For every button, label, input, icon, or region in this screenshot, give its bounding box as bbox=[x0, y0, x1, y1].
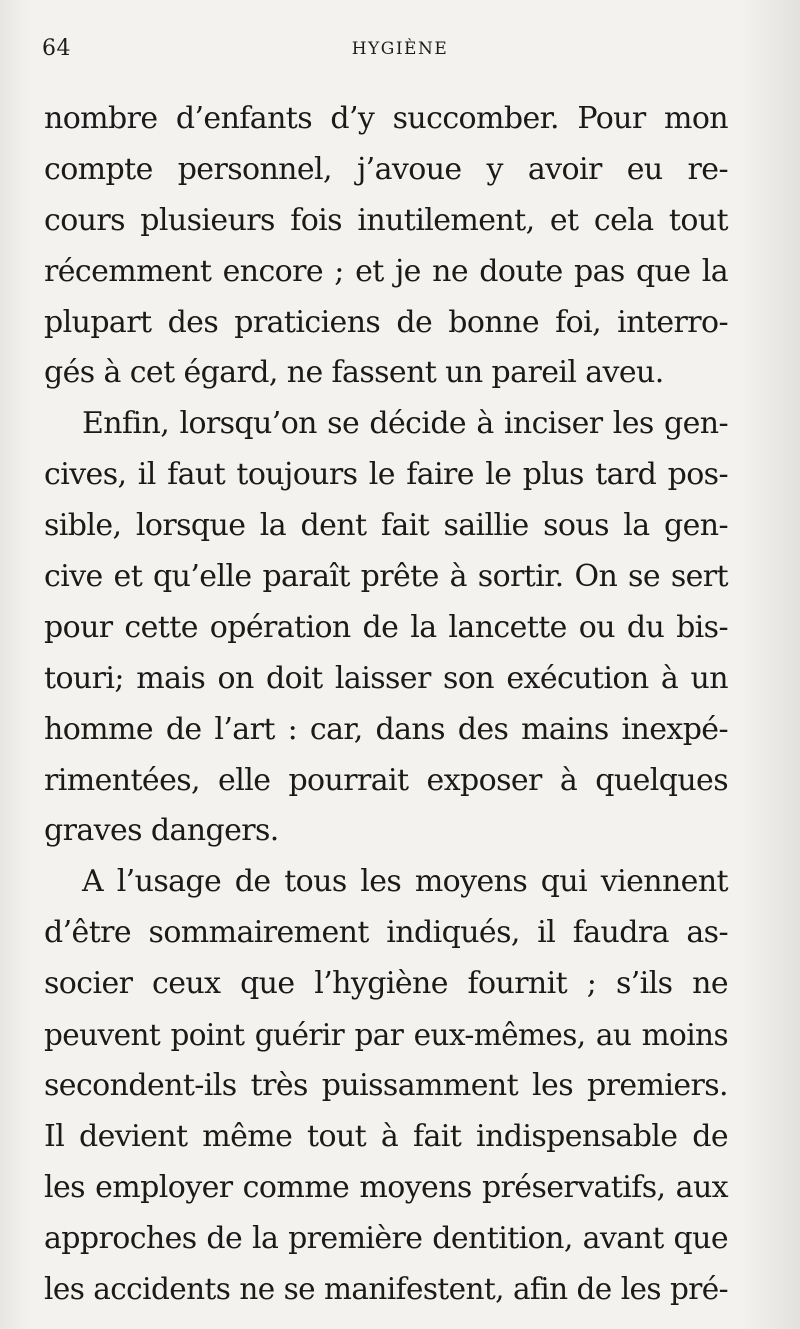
text-line: nombre d’enfants d’y succomber. Pour mon bbox=[44, 101, 728, 136]
text-line: récemment encore ; et je ne doute pas que la bbox=[44, 253, 728, 289]
text-line: touri; mais on doit laisser son exécution à un bbox=[44, 660, 728, 696]
text-line: A l’usage de tous les moyens qui viennent bbox=[82, 864, 728, 900]
running-title: HYGIÈNE bbox=[351, 39, 449, 59]
text-line: pour cette opération de la lancette ou du bis- bbox=[44, 609, 728, 645]
text-line: cours plusieurs fois inutilement, et cela tout bbox=[44, 202, 728, 238]
text-line: les accidents ne se manifestent, afin de les pré- bbox=[44, 1272, 728, 1307]
text-line: d’être sommairement indiqués, il faudra as- bbox=[44, 915, 728, 951]
text-line: les employer comme moyens préservatifs, aux bbox=[44, 1169, 728, 1205]
text-line: peuvent point guérir par eux-mêmes, au moins bbox=[44, 1018, 728, 1053]
text-line: compte personnel, j’avoue y avoir eu re- bbox=[44, 151, 728, 187]
text-line: gés à cet égard, ne fassent un pareil aveu. bbox=[44, 355, 664, 391]
text-line: homme de l’art : car, dans des mains inexpé- bbox=[44, 711, 728, 747]
page-header bbox=[42, 36, 758, 66]
text-line: Enfin, lorsqu’on se décide à inciser les gen- bbox=[82, 406, 728, 442]
text-line: sible, lorsque la dent fait saillie sous la gen- bbox=[44, 508, 728, 544]
text-line: cives, il faut toujours le faire le plus tard pos- bbox=[44, 457, 728, 493]
text-line: graves dangers. bbox=[44, 813, 279, 849]
text-line: rimentées, elle pourrait exposer à quelques bbox=[44, 762, 728, 798]
text-line: socier ceux que l’hygiène fournit ; s’ils ne bbox=[44, 966, 728, 1002]
text-line: cive et qu’elle paraît prête à sortir. On se sert bbox=[44, 559, 728, 595]
text-line: approches de la première dentition, avant que bbox=[44, 1220, 728, 1256]
text-line: plupart des praticiens de bonne foi, interro- bbox=[44, 304, 728, 340]
page-number: 64 bbox=[42, 36, 71, 61]
body-text bbox=[44, 94, 728, 1315]
text-line: secondent-ils très puissamment les premiers. bbox=[44, 1067, 728, 1103]
text-line: Il devient même tout à fait indispensable de bbox=[44, 1118, 728, 1154]
